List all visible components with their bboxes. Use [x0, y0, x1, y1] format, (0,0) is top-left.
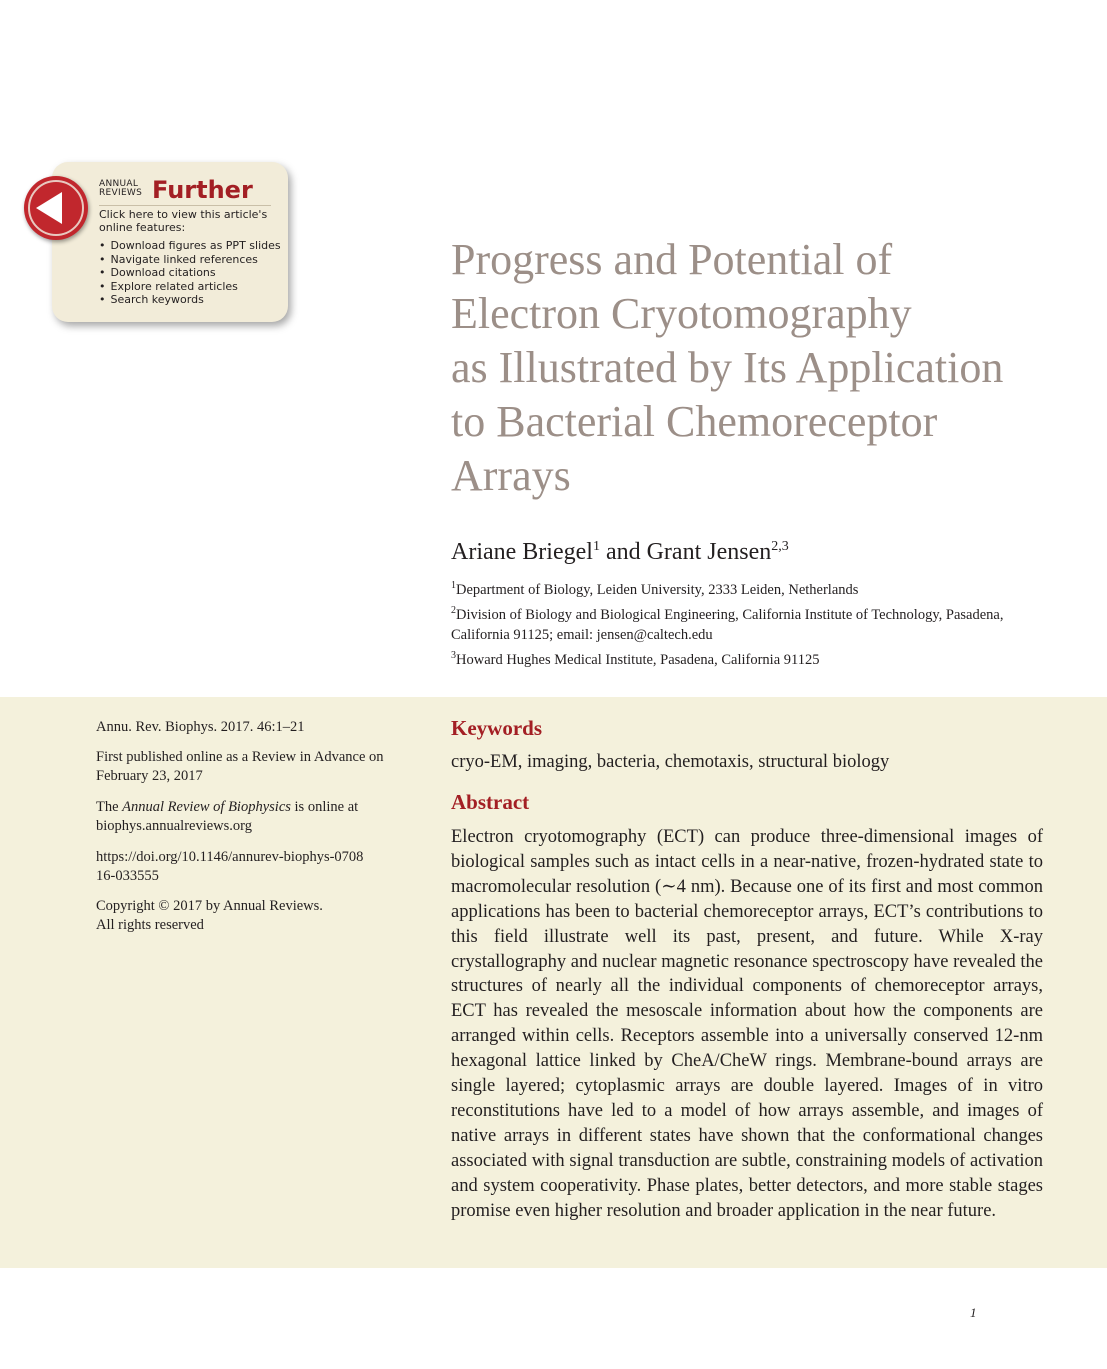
- journal-online-info: The Annual Review of Biophysics is online at biophys.annualreviews.org: [96, 799, 359, 834]
- feature-citations[interactable]: • Download citations: [99, 266, 281, 280]
- author-name: Grant Jensen: [646, 539, 772, 565]
- journal-name: Annual Review of Biophysics: [122, 799, 291, 815]
- feature-linked-references[interactable]: • Navigate linked references: [99, 253, 281, 267]
- affiliation-2: $^2$Division of Biology and Biological Engineering, California Institute of Technology, Pasadena, California 91125; email: jensen@caltech.edu: [451, 605, 1004, 643]
- copyright: Copyright © 2017 by Annual Reviews. All rights reserved: [96, 898, 323, 933]
- affiliation-3: $^3$Howard Hughes Medical Institute, Pasadena, California 91125: [451, 650, 820, 668]
- keywords-list: cryo-EM, imaging, bacteria, chemotaxis, structural biology: [451, 752, 890, 772]
- doi-link[interactable]: https://doi.org/10.1146/annurev-biophys-070816-033555: [96, 849, 364, 884]
- first-published: First published online as a Review in Advance on February 23, 2017: [96, 749, 384, 784]
- further-description: Click here to view this article's online features:: [99, 208, 268, 234]
- divider: [99, 205, 271, 206]
- authors: Ariane Briegel$^1$ and Grant Jensen$^{2,3}$: [451, 539, 789, 565]
- feature-related-articles[interactable]: • Explore related articles: [99, 280, 281, 294]
- feature-ppt-slides[interactable]: • Download figures as PPT slides: [99, 239, 281, 253]
- annual-reviews-logo: ANNUAL REVIEWS: [99, 179, 143, 198]
- further-badge[interactable]: [24, 176, 88, 240]
- abstract-heading: Abstract: [451, 790, 530, 814]
- click-here-link[interactable]: Click here: [99, 208, 154, 221]
- citation: Annu. Rev. Biophys. 2017. 46:1–21: [96, 719, 305, 735]
- further-heading: Further: [152, 176, 253, 204]
- author-name: Ariane Briegel: [451, 539, 593, 565]
- page-number: 1: [970, 1305, 977, 1320]
- further-features-box[interactable]: [52, 162, 288, 322]
- keywords-heading: Keywords: [451, 716, 542, 740]
- back-arrow-icon: [24, 176, 88, 240]
- article-title: Progress and Potential of Electron Cryotomography as Illustrated by Its Application to Bacterial Chemoreceptor Arrays: [451, 235, 1004, 500]
- affiliation-1: $^1$Department of Biology, Leiden University, 2333 Leiden, Netherlands: [451, 580, 859, 598]
- feature-search-keywords[interactable]: • Search keywords: [99, 293, 281, 307]
- abstract-text: Electron cryotomography (ECT) can produce three-dimensional images of biological samples such as intact cells in a near-native, frozen-hydrated state to macromolecular resolution (∼4 nm). Because one of its first and most common applications has been to bacterial chemoreceptor arrays, ECT’s contributions to this field illustrate well its past, present, and future. While X-ray crystallography and nuclear magnetic resonance spectroscopy have revealed the structures of nearly all the individual components of chemoreceptor arrays, ECT has revealed the mesoscale information about how the components are arranged within cells. Receptors assemble into a universally conserved 12-nm hexagonal lattice linked by CheA/CheW rings. Membrane-bound arrays are single layered; cytoplasmic arrays are double layered. Images of in vitro reconstitutions have led to a model of how arrays assemble, and images of native arrays in different states have shown that the conformational changes associated with signal transduction are subtle, constraining models of activation and system cooperativity. Phase plates, better detectors, and more stable stages promise even higher resolution and broader application in the near future.: [451, 827, 1043, 1221]
- further-feature-list: [99, 239, 281, 307]
